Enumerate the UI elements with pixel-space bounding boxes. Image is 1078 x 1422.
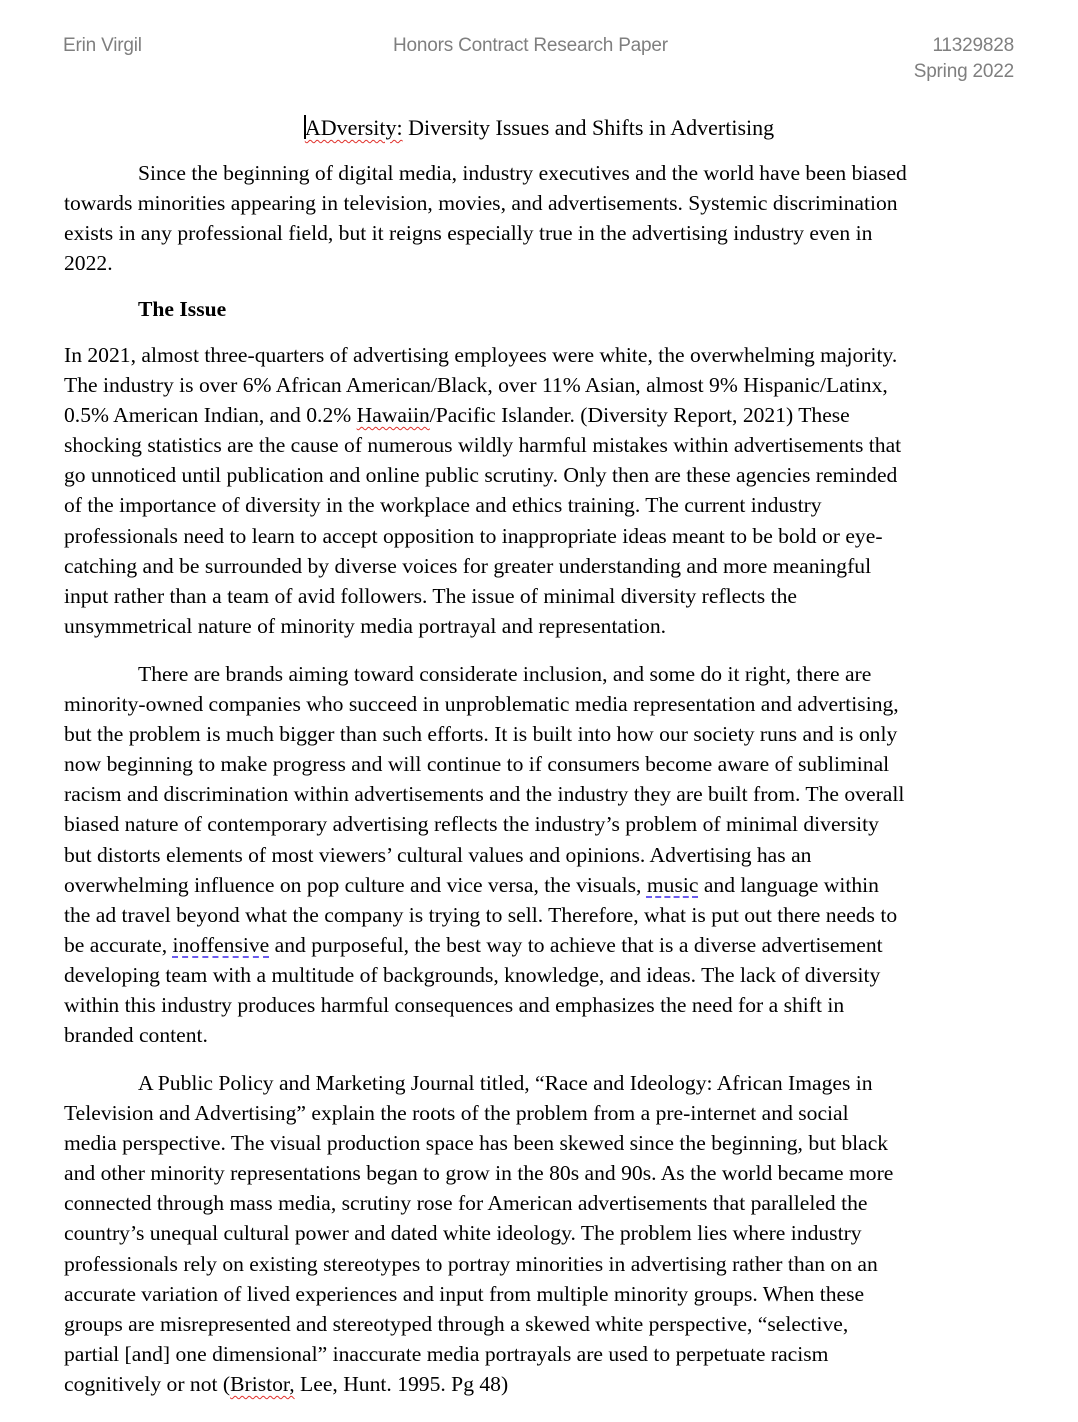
line: minority-owned companies who succeed in unproblematic media representation and advertising, — [64, 692, 899, 717]
line: There are brands aiming toward considerate inclusion, and some do it right, there are — [138, 662, 872, 686]
line: The industry is over 6% African American/Black, over 11% Asian, almost 9% Hispanic/Latinx, — [64, 373, 888, 398]
paragraph-statistics — [64, 340, 1024, 641]
line: A Public Policy and Marketing Journal titled, “Race and Ideology: African Images in — [138, 1071, 873, 1095]
paper-title — [0, 113, 1078, 143]
line: but the problem is much bigger than such efforts. It is built into how our society runs and is only — [64, 722, 898, 747]
paragraph-brands — [64, 659, 1024, 1050]
line: In 2021, almost three-quarters of advertising employees were white, the overwhelming majority. — [64, 343, 898, 367]
line: be accurate, inoffensive and purposeful, the best way to achieve that is a diverse advertisement — [64, 932, 883, 957]
line: developing team with a multitude of backgrounds, knowledge, and ideas. The lack of diversity — [64, 962, 881, 987]
line: partial [and] one dimensional” inaccurate media portrayals are used to perpetuate racism — [64, 1341, 829, 1366]
title-rest: Diversity Issues and Shifts in Advertising — [402, 115, 775, 140]
line: accurate variation of lived experiences and input from multiple minority groups. When these — [64, 1281, 865, 1306]
line: but distorts elements of most viewers’ cultural values and opinions. Advertising has an — [64, 842, 812, 867]
line: within this industry produces harmful consequences and emphasizes the need for a shift in — [64, 993, 845, 1018]
line: of the importance of diversity in the workplace and ethics training. The current industry — [64, 493, 822, 518]
header-author: Erin Virgil — [63, 35, 142, 56]
line: country’s unequal cultural power and dated white ideology. The problem lies where industry — [64, 1221, 862, 1246]
line: 0.5% American Indian, and 0.2% Hawaiin/Pacific Islander. (Diversity Report, 2021) These — [64, 403, 850, 428]
line: and other minority representations began to grow in the 80s and 90s. As the world became more — [64, 1161, 894, 1186]
line: branded content. — [64, 1023, 208, 1048]
paragraph-journal — [64, 1068, 1024, 1399]
line: cognitively or not (Bristor, Lee, Hunt. 1995. Pg 48) — [64, 1371, 509, 1396]
line: overwhelming influence on pop culture and vice versa, the visuals, music and language within — [64, 872, 879, 897]
grammar-suggestion-inoffensive[interactable]: inoffensive — [172, 932, 270, 957]
paragraph-intro — [64, 158, 1024, 278]
header-id-term — [914, 33, 1014, 85]
line: professionals rely on existing stereotypes to portray minorities in advertising rather than on an — [64, 1251, 878, 1276]
header-course-title: Honors Contract Research Paper — [393, 35, 668, 56]
line: go unnoticed until publication and online public scrutiny. Only then are these agencies reminded — [64, 463, 898, 488]
line: Television and Advertising” explain the roots of the problem from a pre-internet and social — [64, 1101, 849, 1126]
line: exists in any professional field, but it reigns especially true in the advertising industry even in — [64, 221, 873, 246]
section-heading-the-issue: The Issue — [138, 297, 227, 321]
line: shocking statistics are the cause of numerous wildly harmful mistakes within advertisements that — [64, 433, 902, 458]
line: now beginning to make progress and will continue to if consumers become aware of subliminal — [64, 752, 890, 777]
line: input rather than a team of avid followers. The issue of minimal diversity reflects the — [64, 583, 797, 608]
line: professionals need to learn to accept opposition to inappropriate ideas meant to be bold or eye- — [64, 523, 883, 548]
line: the ad travel beyond what the company is trying to sell. Therefore, what is put out there needs to — [64, 902, 898, 927]
line: media perspective. The visual production space has been skewed since the beginning, but black — [64, 1131, 889, 1156]
header-term: Spring 2022 — [913, 61, 1014, 82]
spelling-error-adversity[interactable]: ADversity: — [304, 115, 403, 140]
spelling-error-bristor[interactable]: Bristor, — [230, 1371, 295, 1396]
line: connected through mass media, scrutiny rose for American advertisements that paralleled the — [64, 1191, 868, 1216]
header-student-id: 11329828 — [932, 35, 1014, 56]
grammar-suggestion-music[interactable]: music — [646, 872, 699, 897]
line: Since the beginning of digital media, industry executives and the world have been biased — [138, 161, 907, 185]
line: catching and be surrounded by diverse voices for greater understanding and more meaningful — [64, 553, 872, 578]
line: racism and discrimination within advertisements and the industry they are built from. The overall — [64, 782, 905, 807]
spelling-error-hawaiin[interactable]: Hawaiin — [356, 403, 430, 428]
line: towards minorities appearing in television, movies, and advertisements. Systemic discrimination — [64, 191, 898, 216]
line: unsymmetrical nature of minority media portrayal and representation. — [64, 613, 667, 638]
line: biased nature of contemporary advertising reflects the industry’s problem of minimal diversity — [64, 812, 879, 837]
line: 2022. — [64, 251, 113, 276]
line: groups are misrepresented and stereotyped through a skewed white perspective, “selective, — [64, 1311, 849, 1336]
